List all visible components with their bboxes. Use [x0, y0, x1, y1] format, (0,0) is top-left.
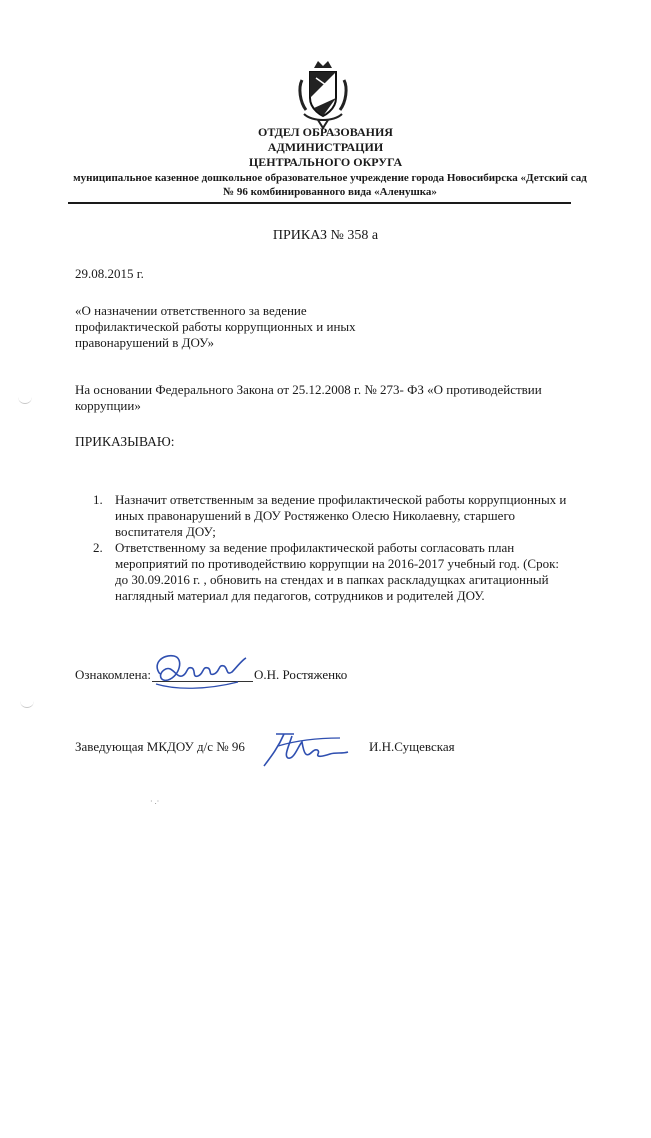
- order-items-list: [93, 492, 573, 604]
- head-position-label: Заведующая МКДОУ д/с № 96: [75, 739, 245, 754]
- list-item: [93, 540, 573, 604]
- subject-line: «О назначении ответственного за ведение: [75, 303, 307, 318]
- handwritten-signature-icon: [258, 724, 358, 772]
- legal-basis: На основании Федерального Закона от 25.12.2008 г. № 273- ФЗ «О противодействии коррупции»: [75, 382, 542, 413]
- order-command: ПРИКАЗЫВАЮ:: [75, 434, 175, 449]
- list-item: [93, 492, 573, 540]
- order-subject: [75, 303, 395, 351]
- acknowledged-label: Ознакомлена:: [75, 667, 151, 682]
- item-number: 2.: [93, 540, 103, 555]
- department-title-line2: АДМИНИСТРАЦИИ: [267, 140, 384, 154]
- subject-line: профилактической работы коррупционных и иных: [75, 319, 356, 334]
- item-number: 1.: [93, 492, 103, 507]
- department-title-line1: ОТДЕЛ ОБРАЗОВАНИЯ: [258, 125, 393, 139]
- acknowledged-name: О.Н. Ростяженко: [254, 667, 348, 682]
- order-title: ПРИКАЗ № 358 а: [272, 228, 379, 243]
- institution-name: муниципальное казенное дошкольное образовательное учреждение города Новосибирска «Детский сад № 96 комбинированного вида «Аленушка»: [73, 172, 587, 198]
- subject-line: правонарушений в ДОУ»: [75, 335, 215, 350]
- coat-of-arms-icon: [296, 58, 350, 130]
- header-divider: [68, 202, 571, 204]
- handwritten-signature-icon: [146, 646, 258, 694]
- order-date: 29.08.2015 г.: [75, 266, 144, 281]
- item-text: Ответственному за ведение профилактической работы согласовать план мероприятий по противодействию коррупции на 2016-2017 учебный год. (Срок: до 30.09.2016 г. , обновить на стендах и в папках раскладущках агитационный наглядный материал для педагогов, сотрудников и родителей ДОУ.: [115, 540, 560, 603]
- punch-hole-mark: [18, 397, 32, 404]
- item-text: Назначит ответственным за ведение профилактической работы коррупционных и иных правонарушений в ДОУ Ростяженко Олесю Николаевну, старшего воспитателя ДОУ;: [115, 492, 567, 539]
- scan-speckle: · .·: [150, 797, 160, 806]
- punch-hole-mark: [20, 701, 34, 708]
- head-name: И.Н.Сущевская: [369, 739, 455, 754]
- department-title-line3: ЦЕНТРАЛЬНОГО ОКРУГА: [248, 155, 403, 169]
